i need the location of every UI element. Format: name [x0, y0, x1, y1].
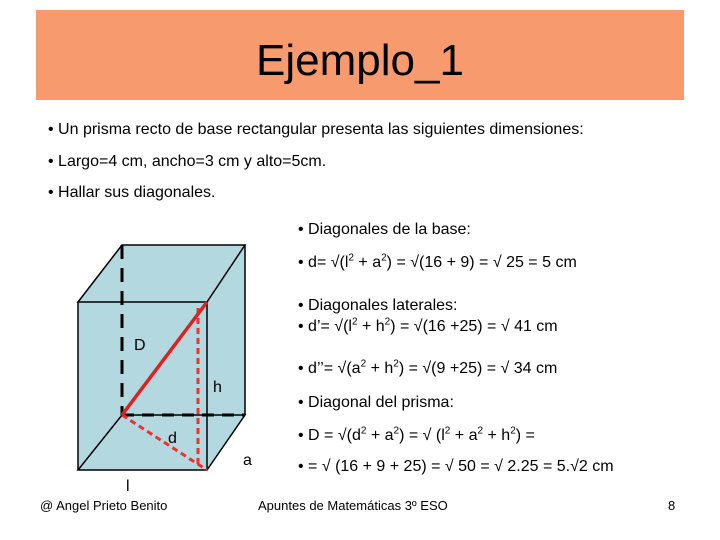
footer-course: Apuntes de Matemáticas 3º ESO [258, 498, 448, 513]
label-a: a [243, 452, 252, 469]
page-title: Ejemplo_1 [256, 36, 464, 85]
prism-heading: • Diagonal del prisma: [298, 394, 454, 411]
label-D: D [134, 337, 146, 354]
lateral-formula-1: • d’= $√(l^2 + h^2) = √(16 +25)$ = √ 41 cm [298, 316, 558, 335]
intro-line-3: • Hallar sus diagonales. [48, 184, 216, 201]
label-l: l [126, 478, 130, 495]
lateral-formula-2: • d’’= $√(a^2 + h^2) = √(9 +25)$ = √ 34 cm [298, 358, 558, 377]
label-h: h [213, 379, 222, 396]
prism-formula-2: • = √ (16 + 9 + 25) = √ 50 = √ 2.25 = 5.√2 cm [298, 458, 614, 475]
base-formula: • $d= √(l^2 + a^2) = √(16 + 9)$ = √ 25 = 5 cm [298, 252, 577, 271]
intro-line-1: • Un prisma recto de base rectangular presenta las siguientes dimensiones: [48, 121, 584, 138]
prism-formula-1: • $D = √(d^2 + a^2)$ = √ $(l^2 + a^2 + h^2)$ = [298, 425, 535, 444]
label-d: d [168, 430, 177, 447]
footer-author: @ Angel Prieto Benito [40, 498, 168, 513]
base-heading: • Diagonales de la base: [298, 221, 471, 238]
intro-line-2: • Largo=4 cm, ancho=3 cm y alto=5cm. [48, 153, 327, 170]
lateral-heading: • Diagonales laterales: [298, 297, 458, 314]
footer-page-number: 8 [668, 498, 676, 513]
